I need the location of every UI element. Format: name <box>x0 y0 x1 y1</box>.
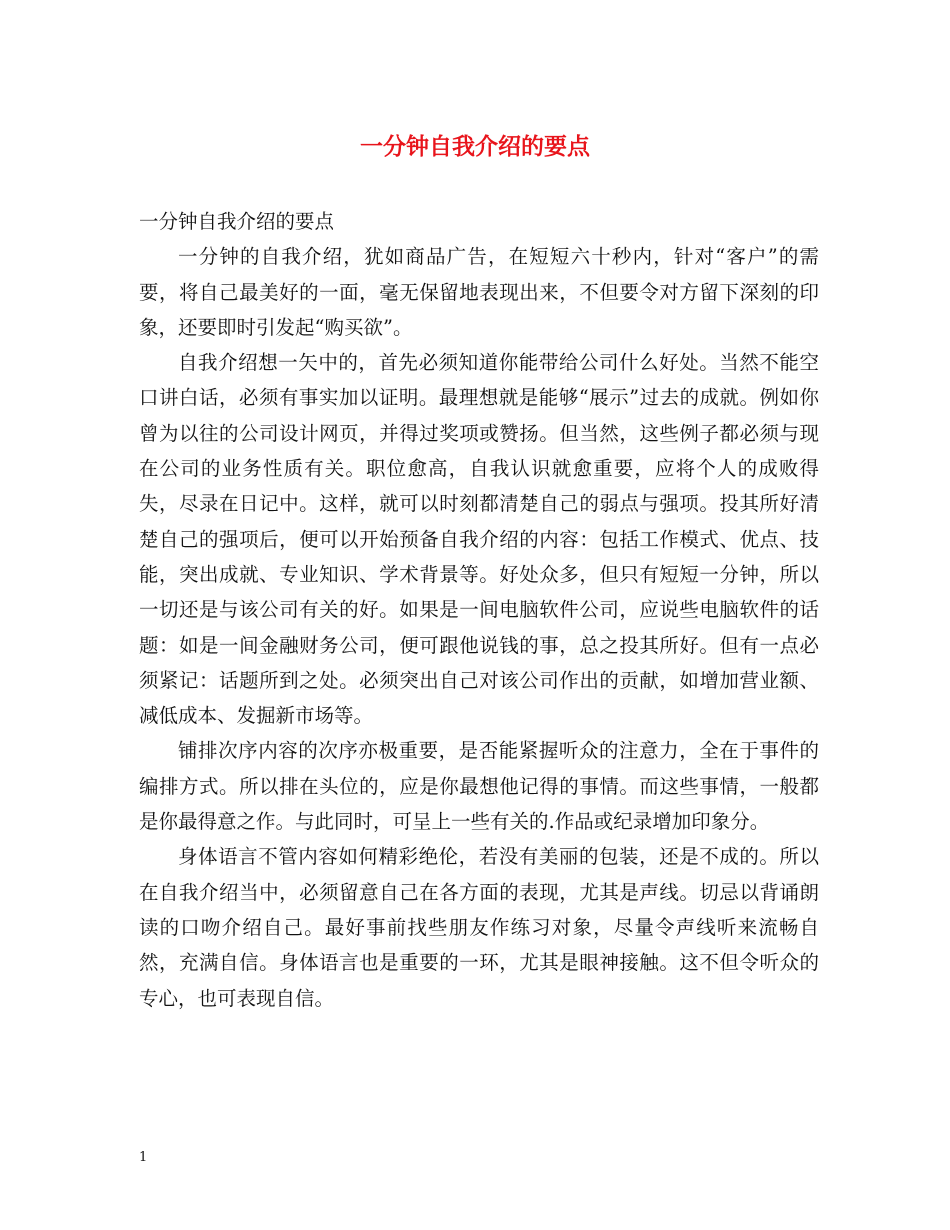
document-body <box>139 204 819 1016</box>
document-title: 一分钟自我介绍的要点 <box>360 133 590 160</box>
paragraph-self-introduction: 自我介绍想一矢中的，首先必须知道你能带给公司什么好处。当然不能空口讲白话，必须有事实加以证明。最理想就是能够“展示”过去的成就。例如你曾为以往的公司设计网页，并得过奖项或赞扬。但当然，这些例子都必须与现在公司的业务性质有关。职位愈高，自我认识就愈重要，应将个人的成败得失，尽录在日记中。这样，就可以时刻都清楚自己的弱点与强项。投其所好清楚自己的强项后，便可以开始预备自我介绍的内容：包括工作模式、优点、技能，突出成就、专业知识、学术背景等。好处众多，但只有短短一分钟，所以一切还是与该公司有关的好。如果是一间电脑软件公司，应说些电脑软件的话题：如是一间金融财务公司，便可跟他说钱的事，总之投其所好。但有一点必须紧记：话题所到之处。必须突出自己对该公司作出的贡献，如增加营业额、减低成本、发掘新市场等。 <box>139 351 819 728</box>
paragraph-intro: 一分钟的自我介绍，犹如商品广告，在短短六十秒内，针对“客户”的需要，将自己最美好的一面，毫无保留地表现出来，不但要令对方留下深刻的印象，还要即时引发起“购买欲”。 <box>139 245 819 339</box>
paragraph-ordering: 铺排次序内容的次序亦极重要，是否能紧握听众的注意力，全在于事件的编排方式。所以排在头位的，应是你最想他记得的事情。而这些事情，一般都是你最得意之作。与此同时，可呈上一些有关的.作品或纪录增加印象分。 <box>139 739 819 834</box>
document-subtitle: 一分钟自我介绍的要点 <box>139 210 335 233</box>
page-number: 1 <box>139 1150 148 1165</box>
paragraph-body-language: 身体语言不管内容如何精彩绝伦，若没有美丽的包装，还是不成的。所以在自我介绍当中，必须留意自己在各方面的表现，尤其是声线。切忌以背诵朗读的口吻介绍自己。最好事前找些朋友作练习对象，尽量令声线听来流畅自然，充满自信。身体语言也是重要的一环，尤其是眼神接触。这不但令听众的专心，也可表现自信。 <box>139 845 819 1010</box>
